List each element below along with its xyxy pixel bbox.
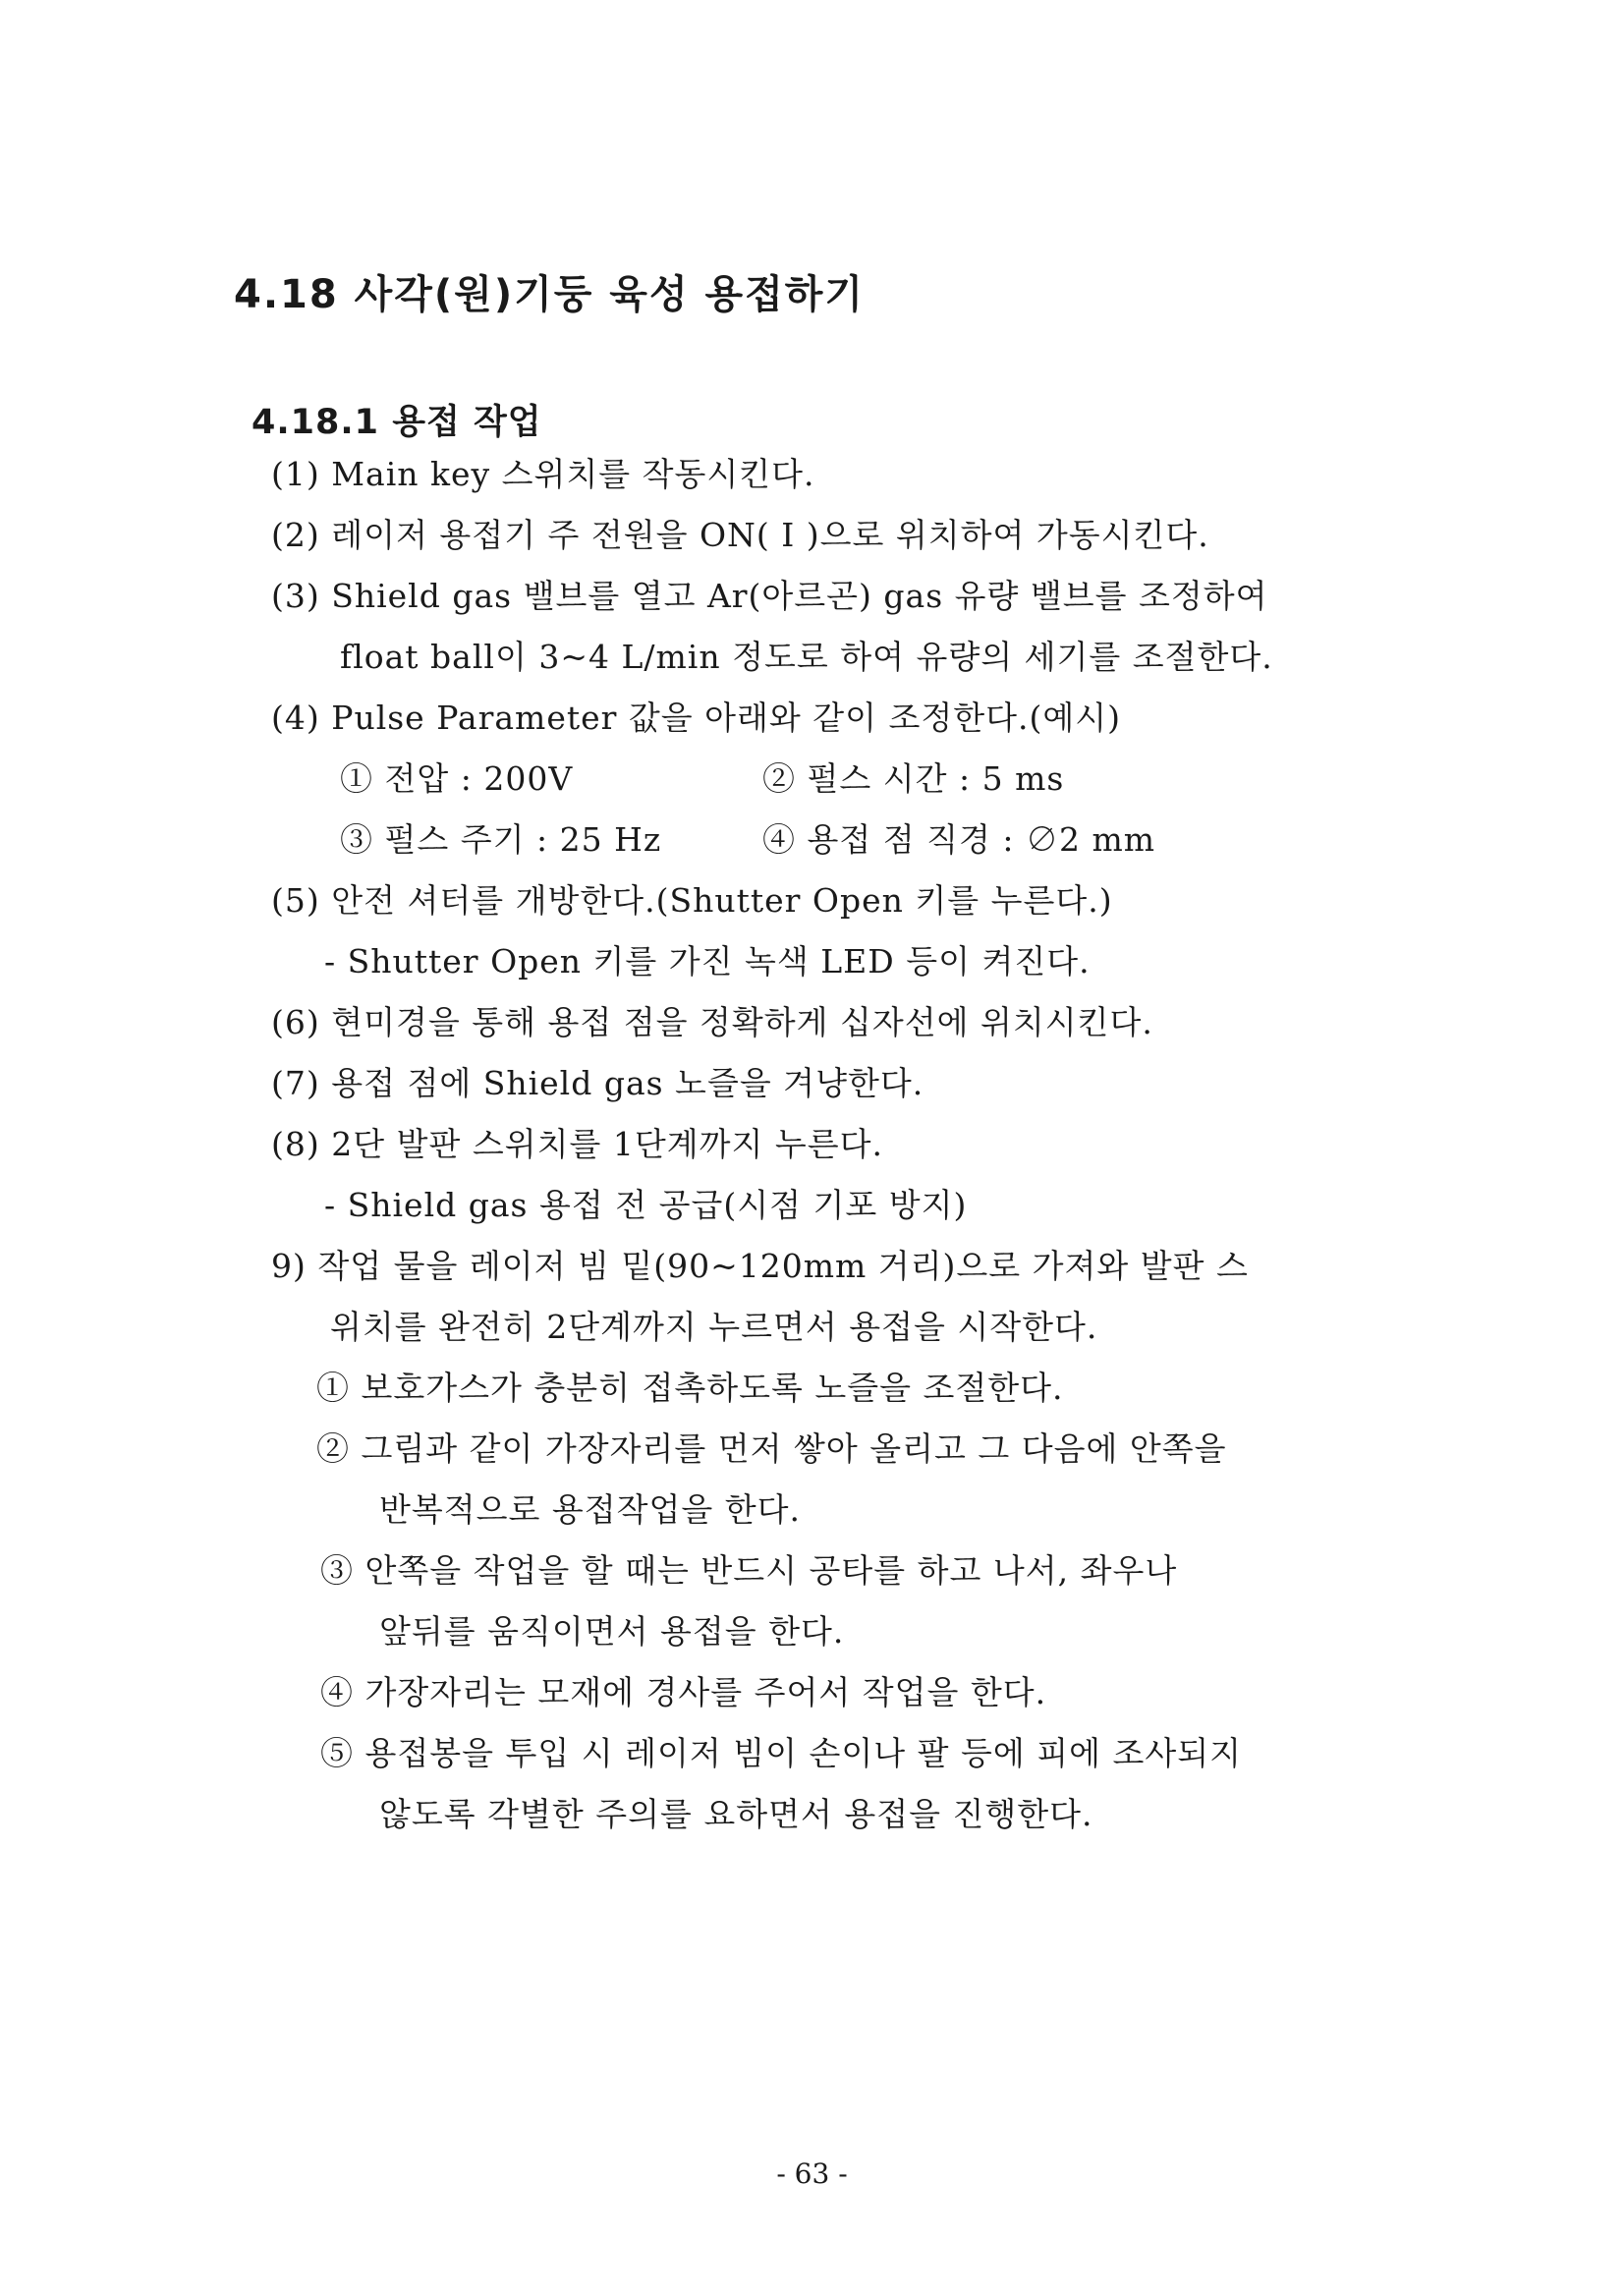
step-9-sub-2-line-1: ② 그림과 같이 가장자리를 먼저 쌓아 올리고 그 다음에 안쪽을 [316, 1429, 1227, 1468]
param-spot-diameter: ④ 용접 점 직경 : ∅2 mm [762, 820, 1156, 859]
step-9-sub-5-line-2: 않도록 각별한 주의를 요하면서 용접을 진행한다. [379, 1795, 1093, 1833]
step-1: (1) Main key 스위치를 작동시킨다. [271, 455, 815, 493]
step-9-line-2: 위치를 완전히 2단계까지 누르면서 용접을 시작한다. [330, 1308, 1098, 1346]
section-title: 4.18 사각(원)기둥 육성 용접하기 [234, 272, 866, 317]
param-voltage: ① 전압 : 200V [340, 759, 574, 798]
step-3-line-2: float ball이 3~4 L/min 정도로 하여 유량의 세기를 조절한다. [340, 638, 1273, 676]
step-9-sub-4: ④ 가장자리는 모재에 경사를 주어서 작업을 한다. [320, 1673, 1047, 1711]
step-9-sub-3-line-2: 앞뒤를 움직이면서 용접을 한다. [379, 1612, 845, 1651]
param-pulse-period: ③ 펄스 주기 : 25 Hz [340, 820, 662, 859]
step-8: (8) 2단 발판 스위치를 1단계까지 누른다. [271, 1125, 883, 1163]
param-pulse-time: ② 펄스 시간 : 5 ms [762, 759, 1065, 798]
step-9-sub-5-line-1: ⑤ 용접봉을 투입 시 레이저 빔이 손이나 팔 등에 피에 조사되지 [320, 1734, 1242, 1772]
step-4: (4) Pulse Parameter 값을 아래와 같이 조정한다.(예시) [271, 699, 1122, 737]
step-6: (6) 현미경을 통해 용접 점을 정확하게 십자선에 위치시킨다. [271, 1003, 1153, 1041]
step-7: (7) 용접 점에 Shield gas 노즐을 겨냥한다. [271, 1064, 924, 1102]
step-5-note: - Shutter Open 키를 가진 녹색 LED 등이 켜진다. [324, 942, 1091, 980]
step-5: (5) 안전 셔터를 개방한다.(Shutter Open 키를 누른다.) [271, 881, 1113, 920]
subsection-title: 4.18.1 용접 작업 [252, 403, 542, 442]
step-9-line-1: 9) 작업 물을 레이저 빔 밑(90~120mm 거리)으로 가져와 발판 스 [271, 1247, 1249, 1285]
step-9-sub-2-line-2: 반복적으로 용접작업을 한다. [379, 1490, 802, 1529]
page-number: - 63 - [776, 2157, 848, 2190]
step-8-note: - Shield gas 용접 전 공급(시점 기포 방지) [324, 1186, 968, 1224]
step-9-sub-3-line-1: ③ 안쪽을 작업을 할 때는 반드시 공타를 하고 나서, 좌우나 [320, 1551, 1178, 1590]
step-2: (2) 레이저 용접기 주 전원을 ON( I )으로 위치하여 가동시킨다. [271, 516, 1209, 554]
step-9-sub-1: ① 보호가스가 충분히 접촉하도록 노즐을 조절한다. [316, 1369, 1064, 1407]
step-3-line-1: (3) Shield gas 밸브를 열고 Ar(아르곤) gas 유량 밸브를 조정하여 [271, 577, 1268, 615]
